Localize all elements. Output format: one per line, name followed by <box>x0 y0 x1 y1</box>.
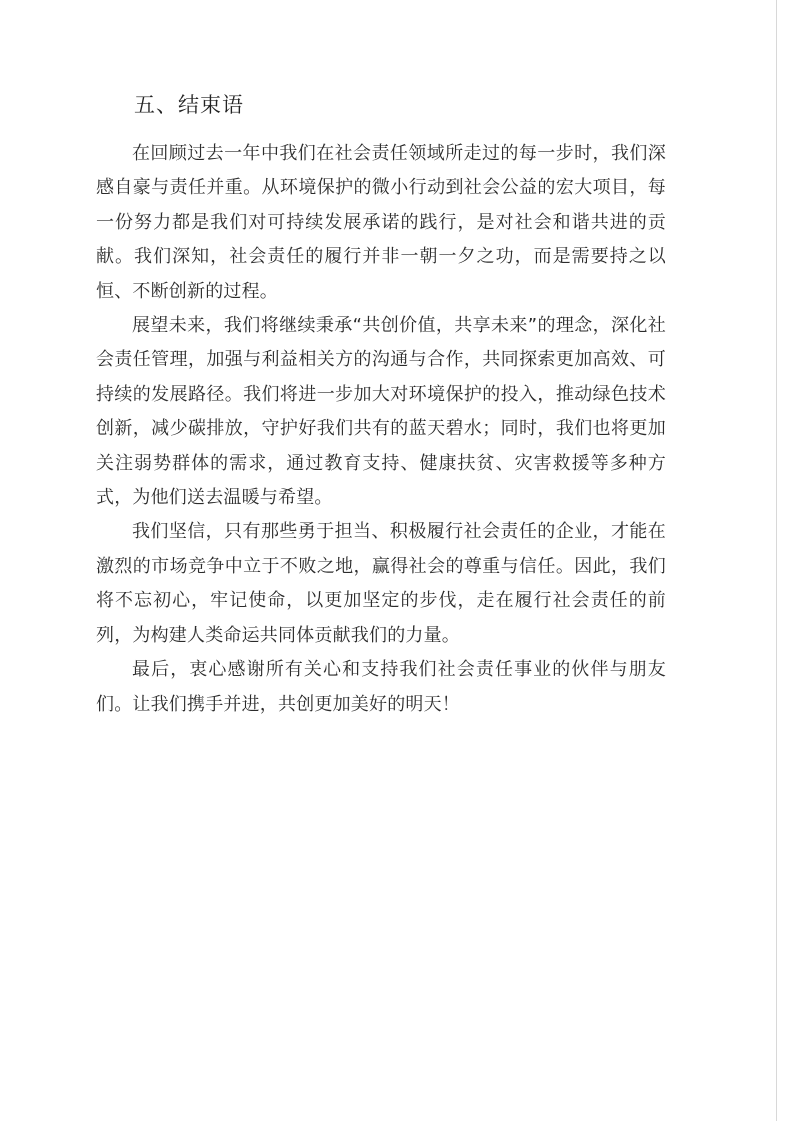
paragraph-belief: 我们坚信，只有那些勇于担当、积极履行社会责任的企业，才能在激烈的市场竞争中立于不败之地，赢得社会的尊重与信任。因此，我们将不忘初心，牢记使命，以更加坚定的步伐，走在履行社会责任的前列，为构建人类命运共同体贡献我们的力量。 <box>96 521 666 646</box>
section-heading: 五、结束语 <box>134 93 244 117</box>
document-body <box>96 90 666 722</box>
page-edge-line <box>776 0 777 1121</box>
paragraph-thanks: 最后，衷心感谢所有关心和支持我们社会责任事业的伙伴与朋友们。让我们携手并进，共创更加美好的明天！ <box>96 659 666 715</box>
paragraph-outlook: 展望未来，我们将继续秉承“共创价值，共享未来”的理念，深化社会责任管理，加强与利益相关方的沟通与合作，共同探索更加高效、可持续的发展路径。我们将进一步加大对环境保护的投入，推动绿色技术创新，减少碳排放，守护好我们共有的蓝天碧水；同时，我们也将更加关注弱势群体的需求，通过教育支持、健康扶贫、灾害救援等多种方式，为他们送去温暖与希望。 <box>96 315 666 509</box>
paragraph-group <box>96 137 666 722</box>
paragraph-review: 在回顾过去一年中我们在社会责任领域所走过的每一步时，我们深感自豪与责任并重。从环境保护的微小行动到社会公益的宏大项目，每一份努力都是我们对可持续发展承诺的践行，是对社会和谐共进的贡献。我们深知，社会责任的履行并非一朝一夕之功，而是需要持之以恒、不断创新的过程。 <box>96 143 666 302</box>
